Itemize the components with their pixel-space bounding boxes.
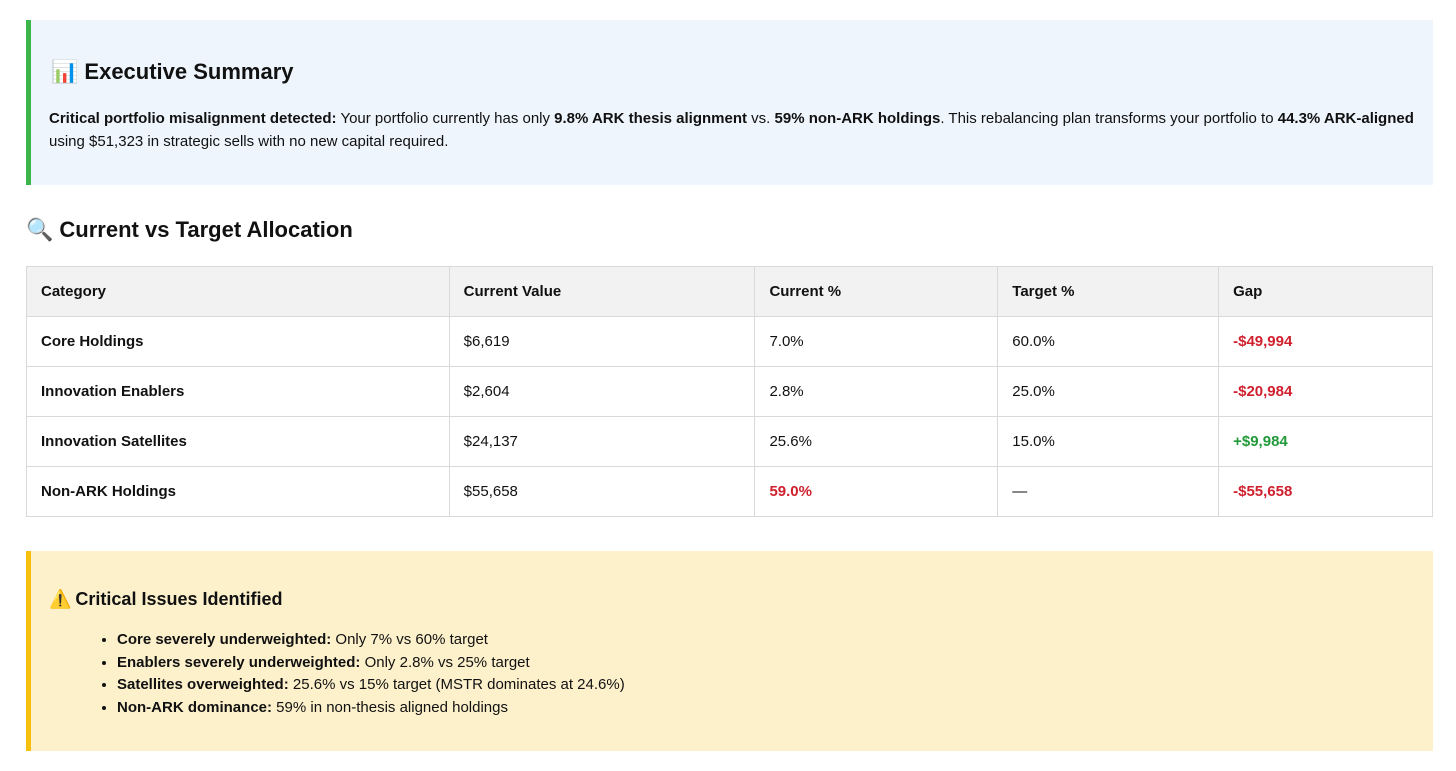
row-current-pct: 2.8% bbox=[755, 367, 998, 417]
row-gap: -$49,994 bbox=[1219, 317, 1433, 367]
summary-text-2: vs. bbox=[747, 110, 775, 127]
header-target-pct: Target % bbox=[998, 267, 1219, 317]
allocation-heading: Current vs Target Allocation bbox=[59, 217, 353, 242]
row-current-pct: 7.0% bbox=[755, 317, 998, 367]
summary-bold-1: 9.8% ARK thesis alignment bbox=[554, 110, 747, 127]
row-target-pct: — bbox=[998, 467, 1219, 517]
issue-label: Core severely underweighted: bbox=[117, 631, 332, 648]
critical-issues-box bbox=[26, 551, 1433, 751]
row-gap: -$55,658 bbox=[1219, 467, 1433, 517]
header-gap: Gap bbox=[1219, 267, 1433, 317]
row-current-value: $55,658 bbox=[449, 467, 755, 517]
row-current-value: $2,604 bbox=[449, 367, 755, 417]
summary-text-1: Your portfolio currently has only bbox=[336, 110, 555, 127]
magnifier-icon: 🔍 bbox=[26, 217, 54, 242]
list-item bbox=[117, 629, 625, 652]
header-current-value: Current Value bbox=[449, 267, 755, 317]
warning-icon: ⚠️ bbox=[49, 589, 72, 609]
table-header-row bbox=[27, 267, 1433, 317]
summary-text-3: . This rebalancing plan transforms your portfolio to bbox=[940, 110, 1278, 127]
row-category: Innovation Enablers bbox=[27, 367, 450, 417]
row-target-pct: 60.0% bbox=[998, 317, 1219, 367]
executive-summary-box bbox=[26, 20, 1433, 185]
bar-chart-icon: 📊 bbox=[51, 59, 79, 84]
header-current-pct: Current % bbox=[755, 267, 998, 317]
table-row bbox=[27, 417, 1433, 467]
table-row bbox=[27, 467, 1433, 517]
issue-text: Only 7% vs 60% target bbox=[331, 631, 488, 648]
executive-summary-text bbox=[49, 107, 1424, 153]
critical-issues-title bbox=[49, 587, 282, 611]
executive-summary-title bbox=[51, 58, 294, 86]
issue-label: Enablers severely underweighted: bbox=[117, 653, 361, 671]
row-current-value: $24,137 bbox=[449, 417, 755, 467]
row-current-value: $6,619 bbox=[449, 317, 755, 367]
header-category: Category bbox=[27, 267, 450, 317]
summary-bold-2: 59% non-ARK holdings bbox=[774, 110, 941, 127]
issue-text: Only 2.8% vs 25% target bbox=[360, 653, 530, 671]
summary-bold-3: 44.3% ARK-aligned bbox=[1277, 110, 1414, 127]
row-gap: +$9,984 bbox=[1219, 417, 1433, 467]
row-current-pct: 25.6% bbox=[755, 417, 998, 467]
table-row bbox=[27, 317, 1433, 367]
issue-label: Satellites overweighted: bbox=[117, 676, 289, 693]
row-category: Innovation Satellites bbox=[27, 417, 450, 467]
row-target-pct: 15.0% bbox=[998, 417, 1219, 467]
issue-text: 25.6% vs 15% target (MSTR dominates at 24.6%) bbox=[288, 676, 625, 693]
critical-issues-list bbox=[75, 629, 625, 719]
row-current-pct: 59.0% bbox=[755, 467, 998, 517]
row-target-pct: 25.0% bbox=[998, 367, 1219, 417]
list-item bbox=[117, 652, 625, 675]
executive-summary-heading: Executive Summary bbox=[84, 59, 294, 84]
summary-bold-intro: Critical portfolio misalignment detected: bbox=[49, 110, 337, 127]
issue-text: 59% in non-thesis aligned holdings bbox=[272, 698, 508, 716]
issue-label: Non-ARK dominance: bbox=[117, 698, 272, 716]
critical-issues-heading: Critical Issues Identified bbox=[75, 589, 283, 609]
row-category: Non-ARK Holdings bbox=[27, 467, 450, 517]
table-row bbox=[27, 367, 1433, 417]
row-gap: -$20,984 bbox=[1219, 367, 1433, 417]
allocation-section-title bbox=[26, 214, 353, 246]
list-item bbox=[117, 697, 625, 720]
list-item bbox=[117, 674, 625, 697]
row-category: Core Holdings bbox=[27, 317, 450, 367]
allocation-table bbox=[26, 266, 1433, 517]
summary-text-4: using $51,323 in strategic sells with no new capital required. bbox=[49, 133, 449, 150]
